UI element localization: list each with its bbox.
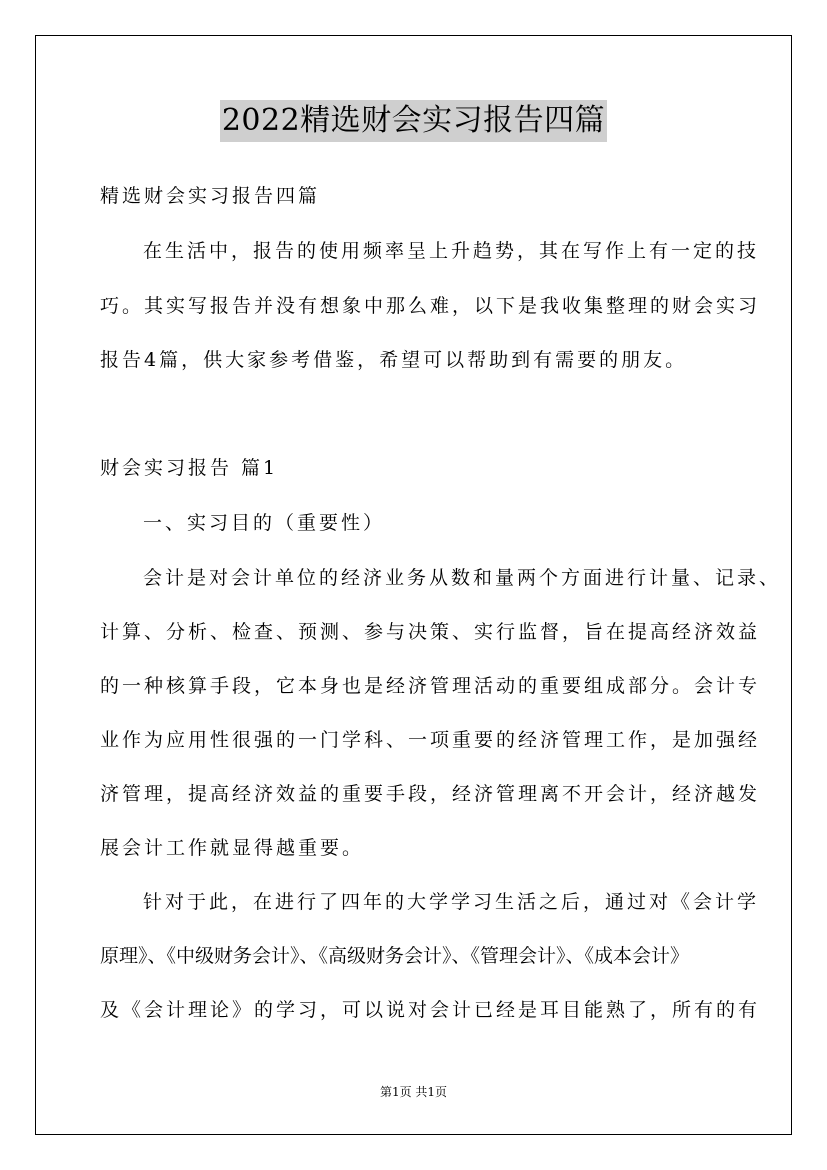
section-heading: 财会实习报告 篇1: [100, 457, 279, 479]
paragraph-line: 业作为应用性很强的一门学科、一项重要的经济管理工作，是加强经: [100, 729, 761, 751]
sub-heading: 一、实习目的（重要性）: [143, 512, 386, 534]
paragraph-line: 原理》、《中级财务会计》、《高级财务会计》、《管理会计》、《成本会计》: [100, 945, 690, 967]
paragraph-line: 针对于此，在进行了四年的大学学习生活之后，通过对《会计学: [143, 891, 760, 913]
paragraph-line: 及《会计理论》的学习，可以说对会计已经是耳目能熟了，所有的有: [100, 999, 761, 1021]
paragraph-line: 的一种核算手段，它本身也是经济管理活动的重要组成部分。会计专: [100, 675, 761, 697]
intro-line: 巧。其实写报告并没有想象中那么难，以下是我收集整理的财会实习: [100, 295, 761, 317]
subtitle: 精选财会实习报告四篇: [100, 185, 321, 207]
paragraph-line: 计算、分析、检查、预测、参与决策、实行监督，旨在提高经济效益: [100, 621, 761, 643]
paragraph-line: 展会计工作就显得越重要。: [100, 837, 365, 859]
title-container: [0, 100, 827, 142]
paragraph-line: 济管理，提高经济效益的重要手段，经济管理离不开会计，经济越发: [100, 783, 761, 805]
intro-line: 在生活中，报告的使用频率呈上升趋势，其在写作上有一定的技: [143, 240, 760, 262]
paragraph-line: 会计是对会计单位的经济业务从数和量两个方面进行计量、记录、: [143, 567, 782, 589]
intro-line: 报告4篇，供大家参考借鉴，希望可以帮助到有需要的朋友。: [100, 349, 688, 371]
document-title: 2022精选财会实习报告四篇: [220, 100, 607, 142]
page-footer: 第1页 共1页: [379, 1085, 448, 1099]
